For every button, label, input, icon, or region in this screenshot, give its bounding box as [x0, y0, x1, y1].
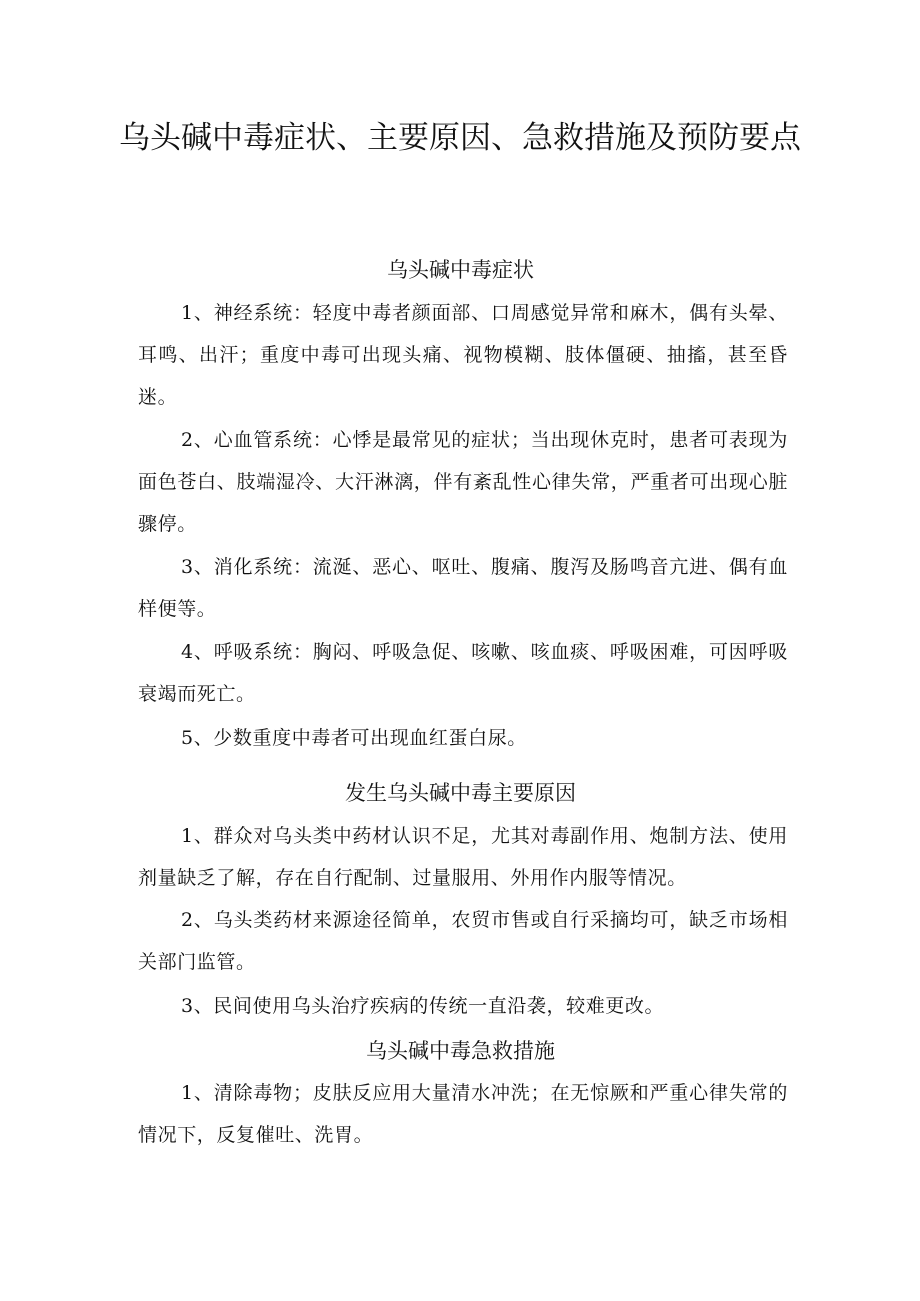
- paragraph-digestive-system: 3、消化系统：流涎、恶心、呕吐、腹痛、腹泻及肠鸣音亢进、偶有血样便等。: [138, 556, 788, 620]
- paragraph-respiratory-system: 4、呼吸系统：胸闷、呼吸急促、咳嗽、咳血痰、呼吸困难，可因呼吸衰竭而死亡。: [138, 641, 788, 705]
- paragraph-nervous-system: 1、神经系统：轻度中毒者颜面部、口周感觉异常和麻木，偶有头晕、耳鸣、出汗；重度中毒可出现头痛、视物模糊、肢体僵硬、抽搐，甚至昏迷。: [138, 302, 788, 408]
- paragraph-cause-awareness: 1、群众对乌头类中药材认识不足，尤其对毒副作用、炮制方法、使用剂量缺乏了解，存在自行配制、过量服用、外用作内服等情况。: [138, 825, 788, 889]
- paragraph-remove-poison: 1、清除毒物；皮肤反应用大量清水冲洗；在无惊厥和严重心律失常的情况下，反复催吐、洗胃。: [138, 1082, 788, 1146]
- section-heading-symptoms: 乌头碱中毒症状: [387, 258, 534, 282]
- paragraph-hemoglobinuria: 5、少数重度中毒者可出现血红蛋白尿。: [181, 727, 527, 749]
- paragraph-cause-tradition: 3、民间使用乌头治疗疾病的传统一直沿袭，较难更改。: [181, 995, 665, 1017]
- section-heading-causes: 发生乌头碱中毒主要原因: [345, 781, 576, 805]
- section-heading-first-aid: 乌头碱中毒急救措施: [366, 1039, 555, 1063]
- paragraph-cardiovascular-system: 2、心血管系统：心悸是最常见的症状；当出现休克时，患者可表现为面色苍白、肢端湿冷、大汗淋漓，伴有紊乱性心律失常，严重者可出现心脏骤停。: [138, 429, 788, 535]
- document-title: 乌头碱中毒症状、主要原因、急救措施及预防要点: [119, 120, 801, 156]
- paragraph-cause-sources: 2、乌头类药材来源途径简单，农贸市售或自行采摘均可，缺乏市场相关部门监管。: [138, 909, 788, 973]
